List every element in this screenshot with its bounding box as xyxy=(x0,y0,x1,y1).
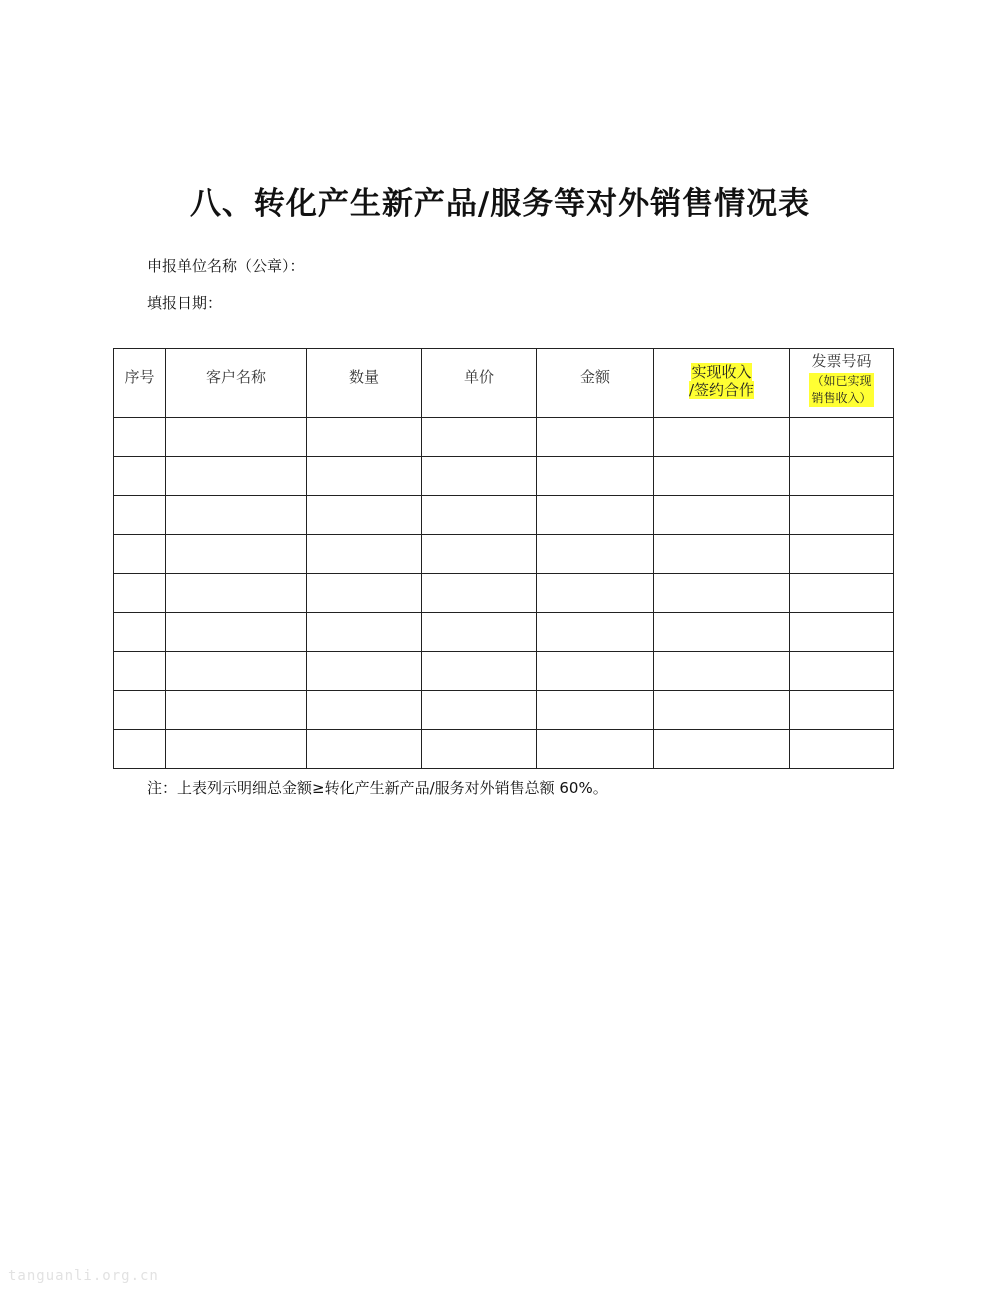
cell-quantity[interactable] xyxy=(307,535,422,574)
header-quantity: 数量 xyxy=(307,349,422,418)
cell-seq[interactable] xyxy=(114,418,166,457)
cell-amount[interactable] xyxy=(537,418,654,457)
header-invoice-label: 发票号码 xyxy=(811,352,872,370)
cell-unit-price[interactable] xyxy=(422,496,537,535)
cell-seq[interactable] xyxy=(114,535,166,574)
table-row xyxy=(114,574,894,613)
cell-quantity[interactable] xyxy=(307,457,422,496)
cell-customer-name[interactable] xyxy=(166,457,307,496)
sales-table xyxy=(113,348,894,769)
header-invoice-note-line2: 销售收入） xyxy=(811,391,872,405)
cell-customer-name[interactable] xyxy=(166,535,307,574)
cell-income[interactable] xyxy=(654,691,790,730)
table-row xyxy=(114,457,894,496)
cell-unit-price[interactable] xyxy=(422,730,537,769)
cell-invoice[interactable] xyxy=(790,613,894,652)
cell-income[interactable] xyxy=(654,535,790,574)
header-unit-price: 单价 xyxy=(422,349,537,418)
cell-unit-price[interactable] xyxy=(422,652,537,691)
applicant-unit-label: 申报单位名称（公章）： xyxy=(147,257,305,275)
cell-quantity[interactable] xyxy=(307,613,422,652)
table-row xyxy=(114,535,894,574)
header-income xyxy=(654,349,790,418)
cell-seq[interactable] xyxy=(114,730,166,769)
cell-amount[interactable] xyxy=(537,457,654,496)
header-invoice-note-line1: （如已实现 xyxy=(811,374,872,388)
cell-unit-price[interactable] xyxy=(422,691,537,730)
cell-invoice[interactable] xyxy=(790,418,894,457)
cell-income[interactable] xyxy=(654,457,790,496)
cell-seq[interactable] xyxy=(114,574,166,613)
cell-customer-name[interactable] xyxy=(166,691,307,730)
cell-quantity[interactable] xyxy=(307,574,422,613)
table-body xyxy=(114,418,894,769)
cell-seq[interactable] xyxy=(114,652,166,691)
cell-income[interactable] xyxy=(654,574,790,613)
cell-invoice[interactable] xyxy=(790,730,894,769)
fill-date-label: 填报日期： xyxy=(147,294,223,312)
cell-seq[interactable] xyxy=(114,457,166,496)
table-row xyxy=(114,691,894,730)
table-row xyxy=(114,418,894,457)
cell-seq[interactable] xyxy=(114,691,166,730)
header-income-line2: /签约合作 xyxy=(688,381,755,399)
table-row xyxy=(114,613,894,652)
footnote: 注：上表列示明细总金额≥转化产生新产品/服务对外销售总额 60%。 xyxy=(147,779,608,797)
cell-income[interactable] xyxy=(654,418,790,457)
cell-income[interactable] xyxy=(654,730,790,769)
cell-amount[interactable] xyxy=(537,730,654,769)
header-invoice-note xyxy=(809,373,873,407)
table-row xyxy=(114,730,894,769)
table-row xyxy=(114,652,894,691)
table-row xyxy=(114,496,894,535)
cell-quantity[interactable] xyxy=(307,652,422,691)
header-seq: 序号 xyxy=(114,349,166,418)
cell-income[interactable] xyxy=(654,496,790,535)
cell-amount[interactable] xyxy=(537,574,654,613)
header-amount: 金额 xyxy=(537,349,654,418)
cell-customer-name[interactable] xyxy=(166,730,307,769)
cell-quantity[interactable] xyxy=(307,496,422,535)
cell-invoice[interactable] xyxy=(790,457,894,496)
header-income-line1: 实现收入 xyxy=(691,363,752,381)
header-customer-name: 客户名称 xyxy=(166,349,307,418)
cell-unit-price[interactable] xyxy=(422,457,537,496)
cell-customer-name[interactable] xyxy=(166,496,307,535)
cell-invoice[interactable] xyxy=(790,574,894,613)
cell-seq[interactable] xyxy=(114,613,166,652)
cell-unit-price[interactable] xyxy=(422,535,537,574)
cell-unit-price[interactable] xyxy=(422,613,537,652)
cell-customer-name[interactable] xyxy=(166,418,307,457)
site-watermark: tanguanli.org.cn xyxy=(8,1268,159,1284)
cell-unit-price[interactable] xyxy=(422,418,537,457)
cell-quantity[interactable] xyxy=(307,730,422,769)
cell-invoice[interactable] xyxy=(790,496,894,535)
cell-invoice[interactable] xyxy=(790,652,894,691)
cell-amount[interactable] xyxy=(537,613,654,652)
cell-invoice[interactable] xyxy=(790,691,894,730)
cell-invoice[interactable] xyxy=(790,535,894,574)
cell-customer-name[interactable] xyxy=(166,574,307,613)
cell-amount[interactable] xyxy=(537,691,654,730)
cell-income[interactable] xyxy=(654,613,790,652)
table-header-row xyxy=(114,349,894,418)
cell-customer-name[interactable] xyxy=(166,613,307,652)
cell-income[interactable] xyxy=(654,652,790,691)
cell-quantity[interactable] xyxy=(307,418,422,457)
cell-amount[interactable] xyxy=(537,535,654,574)
header-invoice xyxy=(790,349,894,418)
cell-amount[interactable] xyxy=(537,496,654,535)
cell-unit-price[interactable] xyxy=(422,574,537,613)
cell-amount[interactable] xyxy=(537,652,654,691)
page-title: 八、转化产生新产品/服务等对外销售情况表 xyxy=(189,186,811,222)
cell-customer-name[interactable] xyxy=(166,652,307,691)
cell-quantity[interactable] xyxy=(307,691,422,730)
cell-seq[interactable] xyxy=(114,496,166,535)
